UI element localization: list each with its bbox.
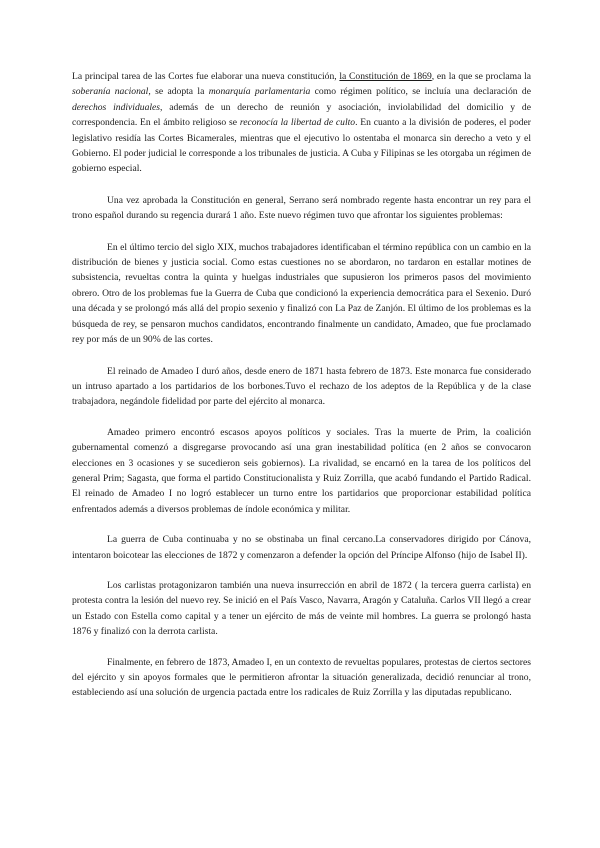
italic-term: derechos individuales: [72, 101, 161, 113]
paragraph-abdication: [72, 655, 531, 701]
text-run: Finalmente, en febrero de 1873, Amadeo I, en un contexto de revueltas populares, protestas de ciertos sectores del ejército y sin apoyos formales que le permitieron afrontar la situación generalizada, decidió renunciar al trono, estableciendo así una solución de urgencia pactada entre los radicales de Ruiz Zorrilla y las diputadas republicano.: [72, 656, 531, 699]
text-run: , en la que se proclama la: [431, 71, 531, 82]
text-run: En el último tercio del siglo XIX, muchos trabajadores identificaban el término república con un cambio en la distribución de bienes y justicia social. Como estas cuestiones no se abordaron, no tardaron en estallar motines de subsistencia, revueltas contra la quinta y huelgas industriales que supusieron los primeros pasos del movimiento obrero. Otro de los problemas fue la Guerra de Cuba que condicionó la experiencia democrática para el Sexenio. Duró una década y se prolongó más allá del propio sexenio y finalizó con La Paz de Zanjón. El último de los problemas es la búsqueda de rey, se pensaron muchos candidatos, encontrando finalmente un candidato, Amadeo, que fue proclamado rey por más de un 90% de las cortes.: [72, 241, 531, 346]
text-run: , se adopta la: [148, 86, 209, 98]
text-run: La guerra de Cuba continuaba y no se obstinaba un final cercano.La conservadores dirigido por Cánova, intentaron boicotear las elecciones de 1872 y comenzaron a defender la opción del Príncipe Alfonso (hijo de Isabel II).: [72, 534, 531, 561]
paragraph-problems: [72, 240, 531, 348]
text-run: La principal tarea de las Cortes fue elaborar una nueva constitución,: [72, 71, 340, 82]
constitution-1869-link[interactable]: la Constitución de 1869: [339, 71, 432, 82]
paragraph-political-instability: [72, 425, 531, 517]
text-run: Los carlistas protagonizaron también una nueva insurrección en abril de 1872 ( la tercera guerra carlista) en protesta contra la lesión del nuevo rey. Se inició en el País Vasco, Navarra, Aragón y Cataluña. Carlos VII llegó a crear un Estado con Estella como capital y a tener un ejército de más de veinte mil hombres. La guerra se prolongó hasta 1876 y finalizó con la derrota carlista.: [72, 579, 531, 638]
paragraph-carlist-war: [72, 578, 531, 640]
paragraph-regency: [72, 193, 531, 224]
text-run: Una vez aprobada la Constitución en general, Serrano será nombrado regente hasta encontrar un rey para el trono español durando su regencia durará 1 año. Este nuevo régimen tuvo que afrontar los siguientes problemas:: [72, 194, 531, 222]
paragraph-amadeo-reign: [72, 364, 531, 410]
text-run: como régimen político, se incluía una declaración de: [310, 86, 531, 98]
text-run: , además de un derecho de reunión y asociación, inviolabilidad del domicilio y de correspondencia. En el ámbito religioso se: [72, 101, 531, 129]
text-run: Amadeo primero encontró escasos apoyos políticos y sociales. Tras la muerte de Prim, la coalición gubernamental comenzó a disgregarse provocando así una gran inestabilidad política (en 2 años se convocaron elecciones en 3 ocasiones y se sucedieron seis gobiernos). La rivalidad, se encarnó en la tarea de los políticos del general Prim; Sagasta, que forma el partido Constitucionalista y Ruiz Zorrilla, que acabó fundando el Partido Radical. El reinado de Amadeo I no logró establecer un turno entre los partidarios que proporcionar estabilidad política enfrentados además a diversos problemas de índole económica y militar.: [72, 426, 531, 515]
text-run: . En cuanto a la división de poderes, el poder legislativo residía las Cortes Bicamerales, mientras que el ejecutivo lo ostentaba el monarca sin derecho a veto y el Gobierno. El poder judicial le corresponde a los tribunales de justicia. A Cuba y Filipinas se les otorgaba un régimen de gobierno especial.: [72, 117, 531, 175]
italic-term: monarquía parlamentaria: [208, 86, 311, 98]
paragraph-constitution: [72, 69, 531, 177]
italic-term: reconocía la libertad de culto: [239, 117, 356, 129]
italic-term: soberanía nacional: [72, 86, 149, 98]
text-run: El reinado de Amadeo I duró años, desde enero de 1871 hasta febrero de 1873. Este monarca fue considerado un intruso apartado a los partidarios de los borbones.Tuvo el rechazo de los adeptos de la República y de la clase trabajadora, negándole fidelidad por parte del ejército al monarca.: [72, 365, 531, 408]
paragraph-cuba-war: [72, 532, 531, 563]
